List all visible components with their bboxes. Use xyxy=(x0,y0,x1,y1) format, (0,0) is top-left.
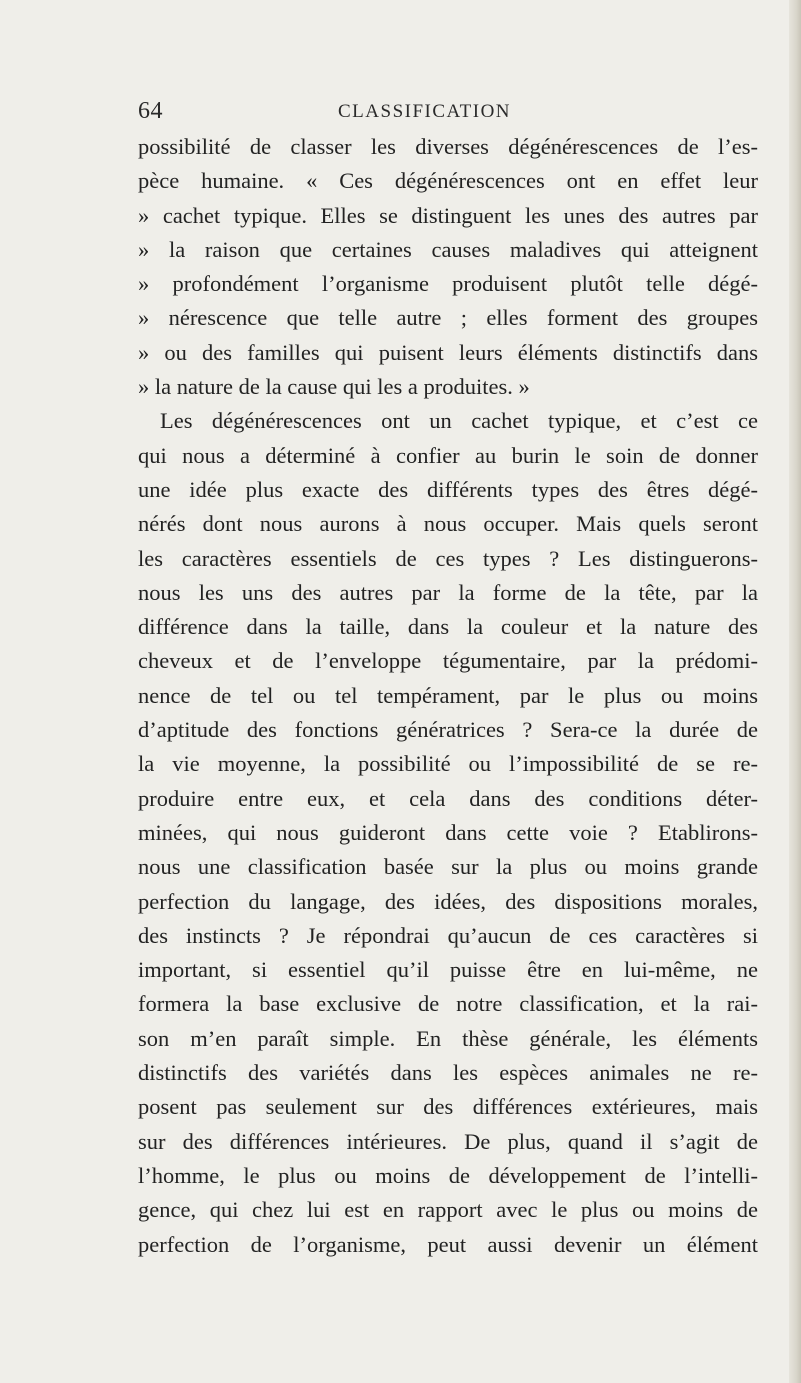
text-line: gence, qui chez lui est en rapport avec le plus ou moins de xyxy=(138,1197,758,1223)
text-line: cheveux et de l’enveloppe tégumentaire, par la prédomi- xyxy=(138,648,758,674)
text-line: pèce humaine. « Ces dégénérescences ont en effet leur xyxy=(138,168,758,194)
body-text xyxy=(138,130,758,1262)
text-line: une idée plus exacte des différents types des êtres dégé- xyxy=(138,476,758,502)
text-line: possibilité de classer les diverses dégénérescences de l’es- xyxy=(138,134,758,159)
page-edge xyxy=(789,0,801,1383)
text-line: d’aptitude des fonctions génératrices ? Sera-ce la durée de xyxy=(138,717,758,743)
text-line: » la raison que certaines causes maladives qui atteignent xyxy=(138,236,758,262)
text-line: minées, qui nous guideront dans cette voie ? Etablirons- xyxy=(138,819,758,845)
text-line: l’homme, le plus ou moins de développement de l’intelli- xyxy=(138,1162,758,1188)
text-line: posent pas seulement sur des différences extérieures, mais xyxy=(138,1094,758,1120)
text-line: produire entre eux, et cela dans des conditions déter- xyxy=(138,785,758,811)
text-line: perfection de l’organisme, peut aussi devenir un élément xyxy=(138,1231,758,1257)
text-line: Les dégénérescences ont un cachet typique, et c’est ce xyxy=(160,408,758,434)
text-line: nous une classification basée sur la plus ou moins grande xyxy=(138,854,758,880)
text-line: important, si essentiel qu’il puisse être en lui-même, ne xyxy=(138,957,758,983)
text-line: nérés dont nous aurons à nous occuper. Mais quels seront xyxy=(138,511,758,537)
text-line: distinctifs des variétés dans les espèces animales ne re- xyxy=(138,1060,758,1086)
text-line: nous les uns des autres par la forme de la tête, par la xyxy=(138,579,758,605)
page-header xyxy=(138,98,748,128)
text-line: nence de tel ou tel tempérament, par le plus ou moins xyxy=(138,682,758,708)
text-line: » cachet typique. Elles se distinguent les unes des autres par xyxy=(138,202,758,228)
text-line: » profondément l’organisme produisent plutôt telle dégé- xyxy=(138,271,758,297)
text-line: différence dans la taille, dans la couleur et la nature des xyxy=(138,614,758,640)
text-line: » nérescence que telle autre ; elles forment des groupes xyxy=(138,305,758,331)
text-line: » ou des familles qui puisent leurs éléments distinctifs dans xyxy=(138,339,758,365)
text-line: » la nature de la cause qui les a produites. » xyxy=(138,374,530,400)
text-line: formera la base exclusive de notre classification, et la rai- xyxy=(138,991,758,1017)
text-line: des instincts ? Je répondrai qu’aucun de ces caractères si xyxy=(138,922,758,948)
text-line: perfection du langage, des idées, des dispositions morales, xyxy=(138,888,758,914)
text-line: les caractères essentiels de ces types ? Les distinguerons- xyxy=(138,545,758,571)
text-line: sur des différences intérieures. De plus, quand il s’agit de xyxy=(138,1128,758,1154)
text-line: la vie moyenne, la possibilité ou l’impossibilité de se re- xyxy=(138,751,758,777)
text-line: son m’en paraît simple. En thèse générale, les éléments xyxy=(138,1025,758,1051)
text-line: qui nous a déterminé à confier au burin le soin de donner xyxy=(138,442,758,468)
page-number: 64 xyxy=(138,98,163,124)
running-head: CLASSIFICATION xyxy=(338,101,512,122)
